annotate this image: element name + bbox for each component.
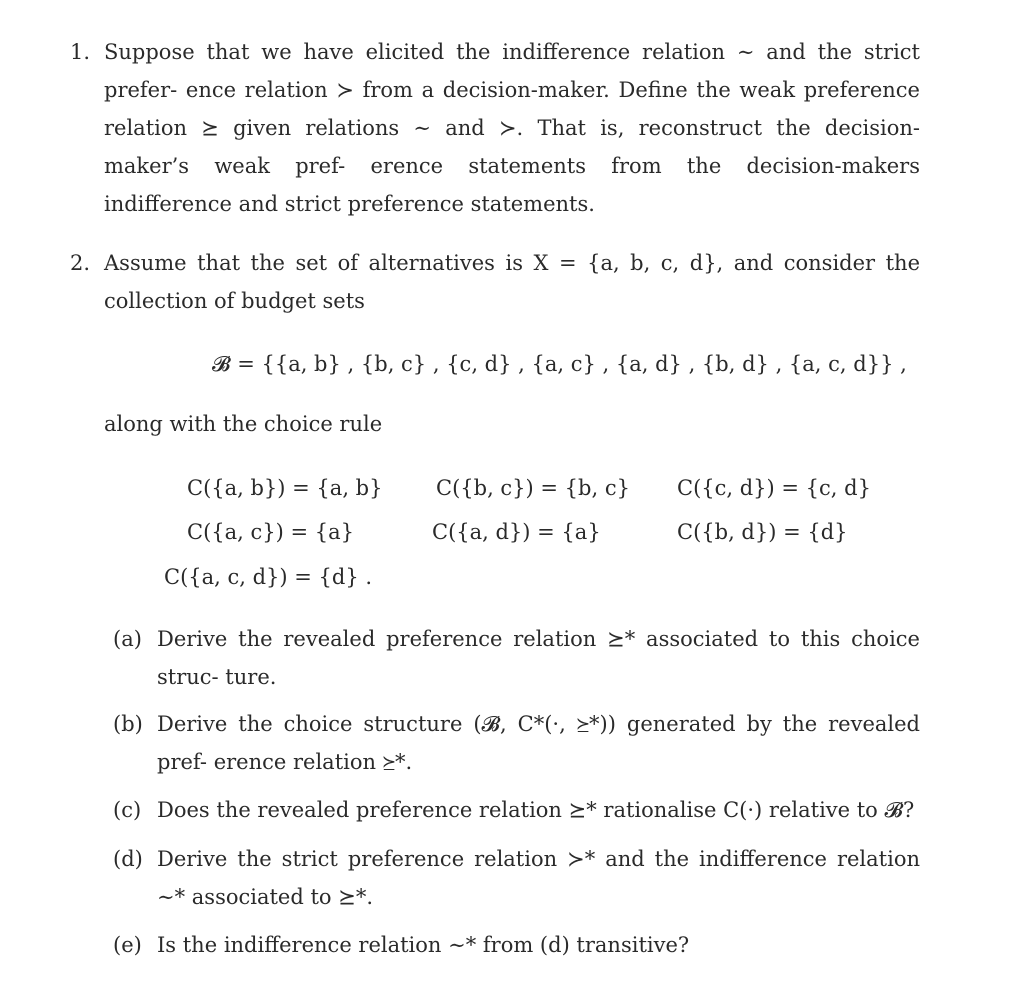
- problem-1-text: Suppose that we have elicited the indifference relation ∼ and the strict prefer- ence relation ≻ from a decision-maker. Define the weak preference relation ⪰ given relations ∼ and ≻. That is, reconstruct the decision-maker’s weak pref- erence statements from the decision-makers indifference and strict preference statements.: [104, 40, 920, 216]
- part-c-label: (c): [113, 798, 142, 822]
- choice-bd: C({b, d}) = {d}: [677, 520, 848, 544]
- part-c: [113, 791, 920, 829]
- problem-2-number: 2.: [70, 251, 91, 275]
- part-b: [113, 705, 920, 781]
- part-c-text: Does the revealed preference relation ⪰* rationalise C(·) relative to 𝓑?: [157, 798, 915, 822]
- choice-ab: C({a, b}) = {a, b}: [187, 476, 383, 500]
- choice-cd: C({c, d}) = {c, d}: [677, 476, 871, 500]
- part-d-label: (d): [113, 847, 143, 871]
- problem-1: [70, 33, 920, 223]
- problem-2: [70, 244, 920, 320]
- part-a-label: (a): [113, 627, 142, 651]
- problem-1-number: 1.: [70, 40, 91, 64]
- choice-rule-intro: along with the choice rule: [104, 412, 383, 436]
- part-b-text: Derive the choice structure (𝓑, C*(·, ⪰*)) generated by the revealed pref- erence relation ⪰*.: [157, 712, 920, 774]
- part-d-text: Derive the strict preference relation ≻* and the indifference relation ∼* associated to ⪰*.: [157, 847, 920, 909]
- problem-2-intro: Assume that the set of alternatives is X = {a, b, c, d}, and consider the collection of budget sets: [104, 251, 920, 313]
- part-e-text: Is the indifference relation ∼* from (d) transitive?: [157, 933, 690, 957]
- part-e: [113, 926, 920, 964]
- part-a: [113, 620, 920, 696]
- budget-set-equation: 𝓑 = {{a, b} , {b, c} , {c, d} , {a, c} , {a, d} , {b, d} , {a, c, d}} ,: [212, 352, 907, 376]
- part-e-label: (e): [113, 933, 142, 957]
- choice-bc: C({b, c}) = {b, c}: [436, 476, 630, 500]
- part-d: [113, 840, 920, 916]
- choice-acd: C({a, c, d}) = {d} .: [164, 565, 373, 589]
- choice-ac: C({a, c}) = {a}: [187, 520, 354, 544]
- part-b-label: (b): [113, 712, 143, 736]
- choice-ad: C({a, d}) = {a}: [432, 520, 601, 544]
- part-a-text: Derive the revealed preference relation ⪰* associated to this choice struc- ture.: [157, 627, 920, 689]
